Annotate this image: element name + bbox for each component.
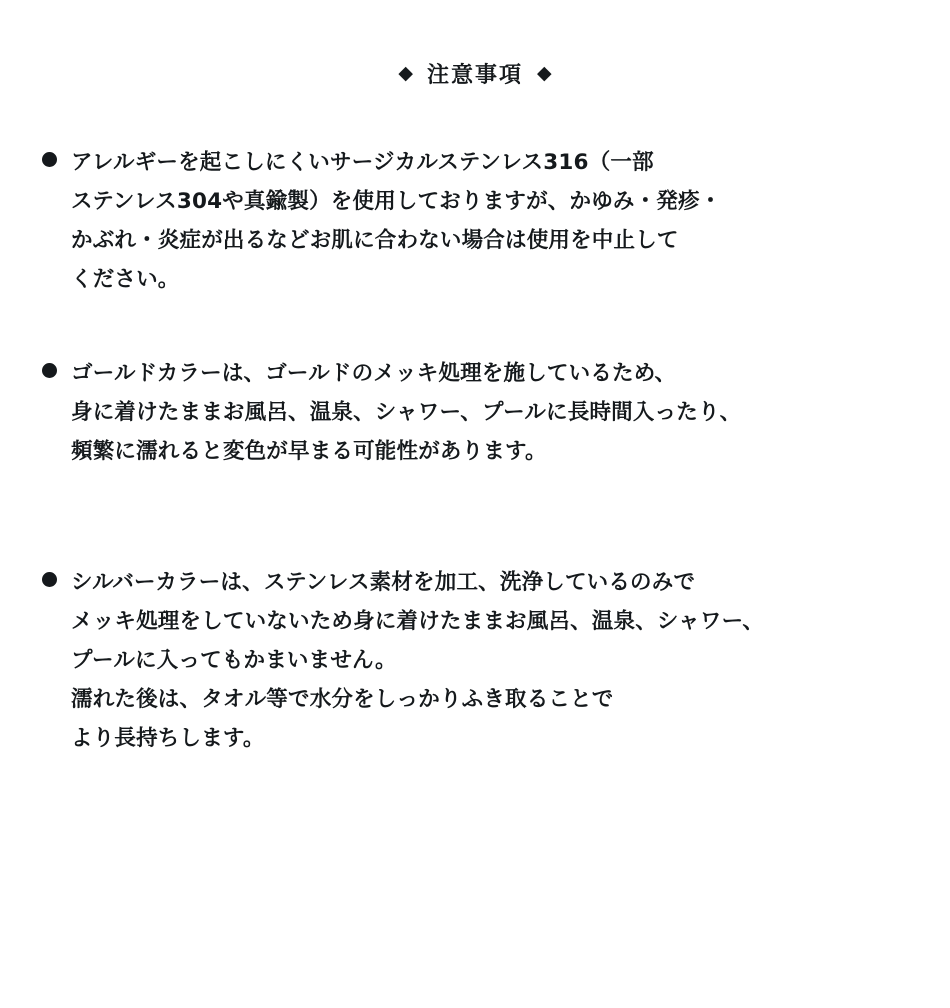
notice-line: ゴールドカラーは、ゴールドのメッキ処理を施しているため、	[71, 361, 677, 386]
notice-line: ください。	[71, 267, 180, 292]
list-item	[42, 143, 950, 299]
notice-line: シルバーカラーは、ステンレス素材を加工、洗浄しているのみで	[71, 570, 696, 595]
notice-line: ステンレス304や真鍮製）を使用しておりますが、かゆみ・発疹・	[71, 189, 722, 214]
page-title	[0, 58, 950, 89]
list-item	[42, 563, 950, 758]
notice-line: アレルギーを起こしにくいサージカルステンレス316（一部	[71, 150, 654, 175]
spacer	[42, 471, 950, 563]
bullet-icon	[42, 152, 57, 167]
notice-line: より長持ちします。	[71, 726, 265, 751]
notice-text-block	[71, 143, 950, 299]
notice-line: 濡れた後は、タオル等で水分をしっかりふき取ることで	[71, 687, 614, 712]
notice-line: 頻繁に濡れると変色が早まる可能性があります。	[71, 439, 547, 464]
bullet-icon	[42, 363, 57, 378]
notice-page	[0, 58, 950, 1008]
list-item	[42, 354, 950, 471]
diamond-right-icon: ◆	[537, 62, 552, 84]
notice-text-block	[71, 563, 950, 758]
notice-text-block	[71, 354, 950, 471]
notice-line: プールに入ってもかまいません。	[71, 648, 397, 673]
notice-line: 身に着けたままお風呂、温泉、シャワー、プールに長時間入ったり、	[71, 400, 742, 425]
notice-line: メッキ処理をしていないため身に着けたままお風呂、温泉、シャワー、	[71, 609, 765, 634]
diamond-left-icon: ◆	[398, 62, 413, 84]
notice-list	[0, 143, 950, 758]
page-title-text: 注意事項	[426, 63, 523, 88]
spacer	[42, 299, 950, 354]
bullet-icon	[42, 572, 57, 587]
notice-line: かぶれ・炎症が出るなどお肌に合わない場合は使用を中止して	[71, 228, 679, 253]
